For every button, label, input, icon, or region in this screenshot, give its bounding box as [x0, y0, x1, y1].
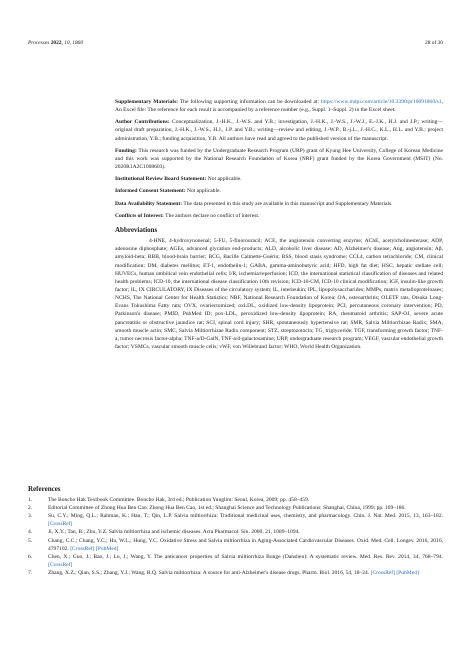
reference-item: 7. Zhang, X.Z.; Qian, S.S.; Zhang, Y.J.; Wang, R.Q. Salvia miltiorrhiza: A source for anti-Alzheimer's disease drugs. Pharm. Biol. 2016, 54, 18–24. [CrossRef] [PubMed]: [28, 569, 419, 576]
journal-volume: , 10, 1860: [61, 40, 84, 46]
running-header: [28, 40, 443, 50]
reference-item: 1. The Boncho Hak Textbook Committee. Boncho Hak, 3rd ed.; Publication Yunglim: Seoul, Korea, 2009; pp. 458–459.: [28, 497, 310, 504]
reference-item: 5. Chang, C.C.; Chang, Y.C.; Hu, W.L.; Hung, Y.C. Oxidative Stress and Salvia miltiorrhiza in Aging-Associated Cardiovascular Diseases. Oxid. Med. Cell. Longev. 2016, 2016, 4797102. [CrossRef] [PubMed]: [28, 537, 443, 552]
supplementary-link[interactable]: https://www.mdpi.com/article/10.3390/pr10091860/s1: [321, 99, 442, 105]
data-availability-statement: Data Availability Statement: The data presented in this study are available in this manuscript and Supplementary Materials.: [115, 200, 393, 207]
reference-item: 2. Editorial Committee of Zhong Hua Ben Cao. Zhong Hua Ben Cao, 1st ed.; Shanghai Science and Technology Publications: Shanghai, China, 1999; pp. 169–186.: [28, 505, 406, 512]
irb-statement: Institutional Review Board Statement: Not applicable.: [115, 176, 242, 183]
author-contributions: Author Contributions: Conceptualization, J.-H.K., J.-W.S. and Y.B.; investigation, J.-H.K., J.-W.S., J.-W.J., E.-J.K., H.J. and J.P.; writing—original draft preparation, J.-H.K., J.-W.S., H.J., J.P. and Y.B.; writing—review and editing, J.-W.P., B.-j.L., J.-H.C., K.L., H.L. and Y.B.; project administration, Y.B.; funding acquisition, Y.B. All authors have read and agreed to the published version of the manuscript.: [115, 119, 443, 142]
page-number: 28 of 30: [425, 40, 443, 46]
abbreviations-list: 4-HNE, 4-hydroxynonenal; 5-FU, 5-fluorouracil; ACE, the angiotensin converting enzyme; AChE, acetylcholinesterase; ADP, adenosine diphosphate; AGEs, advanced glycation end-products; ALD, alcoholic liver disease; AD, Alzheimer's disease; Ang, angiotensin; Aβ, amyloid-beta; BBB, blood-brain barrier; BCG, Bacille Calmette-Guérin; BSS, blood stasis syndrome; CCL4, carbon tetrachloride; CM, clinical modification; DM, diabetes mellitus; ET-1, endothelin-1; GABA, gamma-aminobutyric acid; HFD, high fat diet; HSC, hepatic stellate cell; HUVECs, human umbilical vein endothelial cells; I/R, ischemia/reperfusion; ICD, the international statistical classification of diseases and related health problems; ICD-10, the international disease classification 10th revision; ICD-10-CM, ICD-10 clinical modification; IGF, insulin-like growth factor; IL, IX CIRCULATORY, IX Diseases of the circulatory system; IL, interleukin; IPL, lipopolysaccharides; MMPs, matrix metalloproteinases; NCHS, The National Center for Health Statistics; NRF, National Research Foundation of Korea; OA, osteoarthritis; OLETF rats, Otsuka Long-Evans Tokushima Fatty rats; OVX, ovariectomized; oxLDL, oxidized low-density lipoprotein; PCI, percutaneous coronary intervention; PD, Parkinson's disease; PMID, PubMed ID; pox-LDL, peroxidized low-density lipoprotein; RA, rheumatoid arthritis; SAP-OJ, severe acute pancreatitis or obstructive jaundice rat; SCI, spinal cord injury; SHR, spontaneously hypertensive rat; SMR, Salvia Miltiorrhizae Radix; SMA, smooth muscle actin; SMC, Salvia Miltiorrhizae Radix component; STZ, streptozotocin; TG, triglyceride; TGF, transforming growth factor; TNF-a, tumor necrosis factor-alpha; TNF-a/D-GalN, TNF-a/d-galactosamine; URP, undergraduate research program; VEGF, vascular endothelial growth factor; VSMCs, vascular smooth muscle cells; vWF, von Willebrand factor; WHO, World Health Organization.: [115, 238, 443, 351]
crossref-pubmed-links[interactable]: [CrossRef] [PubMed]: [70, 545, 119, 552]
references-heading: References: [28, 485, 61, 493]
reference-item: 3. Su, C.Y.; Ming, Q.L.; Rahman, K.; Han, T.; Qin, L.P. Salvia miltiorrhiza: Traditional medicinal uses, chemistry, and pharmacology. Chin. J. Nat. Med. 2015, 13, 163–182. [CrossRef]: [28, 513, 443, 528]
reference-item: 6. Chen, X.; Guo, J.; Bao, J.; Lu, J.; Wang, Y. The anticancer properties of Salvia miltiorrhiza Bunge (Danshen): A systematic review. Med. Res. Rev. 2014, 34, 768–794. [CrossRef]: [28, 553, 443, 568]
consent-statement: Informed Consent Statement: Not applicable.: [115, 188, 221, 195]
journal-citation: [28, 40, 83, 46]
supplementary-materials: Supplementary Materials: The following supporting information can be downloaded at: https://www.mdpi.com/article/10.3390/pr10091860/s1, An Excel file: The reference for each result is accompanied by a reference number (e.g., Suppl. 1–Suppl. 2) in the Excel sheet.: [115, 99, 443, 114]
crossref-link[interactable]: [CrossRef]: [48, 561, 73, 568]
references-section: [28, 485, 443, 577]
abbreviations-heading: Abbreviations: [115, 225, 158, 234]
funding-statement: Funding: This research was funded by the Undergraduate Research Program (URP) grant of Kyung Hee University, College of Korean Medicine and this work was supported by the National Research Foundation of Korea (NRF) grant funded by the Korea Government (MSIT) (No. 2020R1A2C1008603).: [115, 147, 443, 171]
back-matter: [115, 98, 443, 355]
crossref-link[interactable]: [CrossRef]: [48, 521, 73, 528]
journal-year: 2022: [50, 40, 62, 46]
conflicts-statement: Conflicts of Interest: The authors declare no conflict of interest.: [115, 212, 260, 219]
crossref-pubmed-links[interactable]: [CrossRef] [PubMed]: [370, 569, 419, 576]
reference-item: 4. Ji, X.Y.; Tan, B.; Zhu, Y.Z. Salvia miltiorrhiza and ischemic diseases. Acta Pharmacol. Sin. 2000, 21, 1089–1094.: [28, 529, 300, 536]
journal-name: Processes: [28, 40, 50, 46]
